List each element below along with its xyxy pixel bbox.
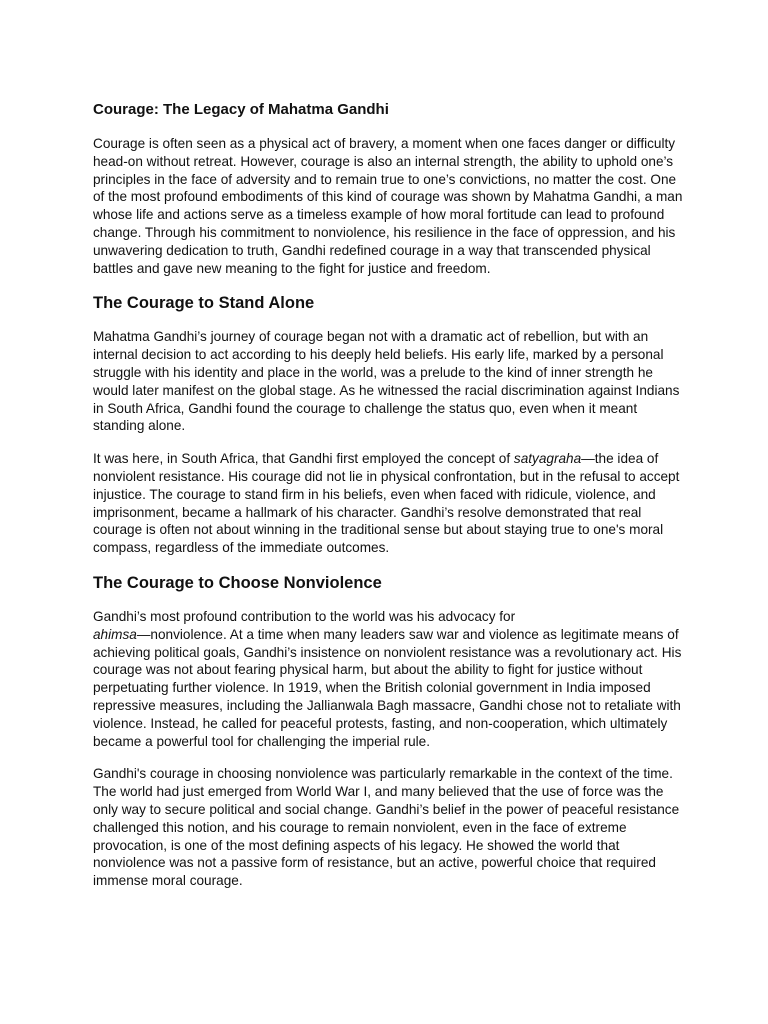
- section-heading-stand-alone: The Courage to Stand Alone: [93, 294, 315, 313]
- document-title: Courage: The Legacy of Mahatma Gandhi: [93, 101, 389, 118]
- nonviolence-paragraph-2: Gandhi's courage in choosing nonviolence was particularly remarkable in the context of the time. The world had just emerged from World War I, and many believed that the use of force was the only way to secure political and social change. Gandhi’s belief in the power of peaceful resistance challenged this notion, and his courage to remain nonviolent, even in the face of extreme provocation, is one of the most defining aspects of his legacy. He showed the world that nonviolence was not a passive form of resistance, but an active, powerful choice that required immense moral courage.: [93, 766, 680, 889]
- paragraph-text: —the idea of nonviolent resistance. His courage did not lie in physical confrontation, but in the refusal to accept injustice. The courage to stand firm in his beliefs, even when faced with ridicule, violence, and imprisonment, became a hallmark of his character. Gandhi’s resolve demonstrated that real courage is often not about winning in the traditional sense but about staying true to one's moral compass, regardless of the immediate outcomes.: [93, 451, 680, 556]
- section-heading-nonviolence: The Courage to Choose Nonviolence: [93, 573, 382, 592]
- intro-paragraph: Courage is often seen as a physical act of bravery, a moment when one faces danger or difficulty head-on without retreat. However, courage is also an internal strength, the ability to uphold one’s principles in the face of adversity and to remain true to one’s convictions, no matter the cost. One of the most profound embodiments of this kind of courage was shown by Mahatma Gandhi, a man whose life and actions serve as a timeless example of how moral fortitude can lead to profound change. Through his commitment to nonviolence, his resilience in the face of oppression, and his unwavering dedication to truth, Gandhi redefined courage in a way that transcended physical battles and gave new meaning to the fight for justice and freedom.: [93, 136, 683, 276]
- document-page: [93, 100, 683, 905]
- paragraph-text: —nonviolence. At a time when many leaders saw war and violence as legitimate means of achieving political goals, Gandhi’s insistence on nonviolent resistance was a revolutionary act. His courage was not about fearing physical harm, but about the ability to fight for justice without perpetuating further violence. In 1919, when the British colonial government in India imposed repressive measures, including the Jallianwala Bagh massacre, Gandhi chose not to retaliate with violence. Instead, he called for peaceful protests, fasting, and non-cooperation, which ultimately became a powerful tool for challenging the imperial rule.: [93, 626, 682, 749]
- paragraph-text: Gandhi’s most profound contribution to the world was his advocacy for: [93, 608, 516, 624]
- satyagraha-term: satyagraha: [513, 451, 582, 467]
- ahimsa-term: ahimsa: [93, 626, 137, 642]
- stand-alone-paragraph-1: Mahatma Gandhi’s journey of courage began not with a dramatic act of rebellion, but with an internal decision to act according to his deeply held beliefs. His early life, marked by a personal struggle with his identity and place in the world, was a prelude to the kind of inner strength he would later manifest on the global stage. As he witnessed the racial discrimination against Indians in South Africa, Gandhi found the courage to challenge the status quo, even when it meant standing alone.: [93, 329, 680, 434]
- nonviolence-paragraph-1: [93, 608, 683, 750]
- paragraph-text: It was here, in South Africa, that Gandhi first employed the concept of: [93, 451, 514, 467]
- stand-alone-paragraph-2: [93, 450, 683, 557]
